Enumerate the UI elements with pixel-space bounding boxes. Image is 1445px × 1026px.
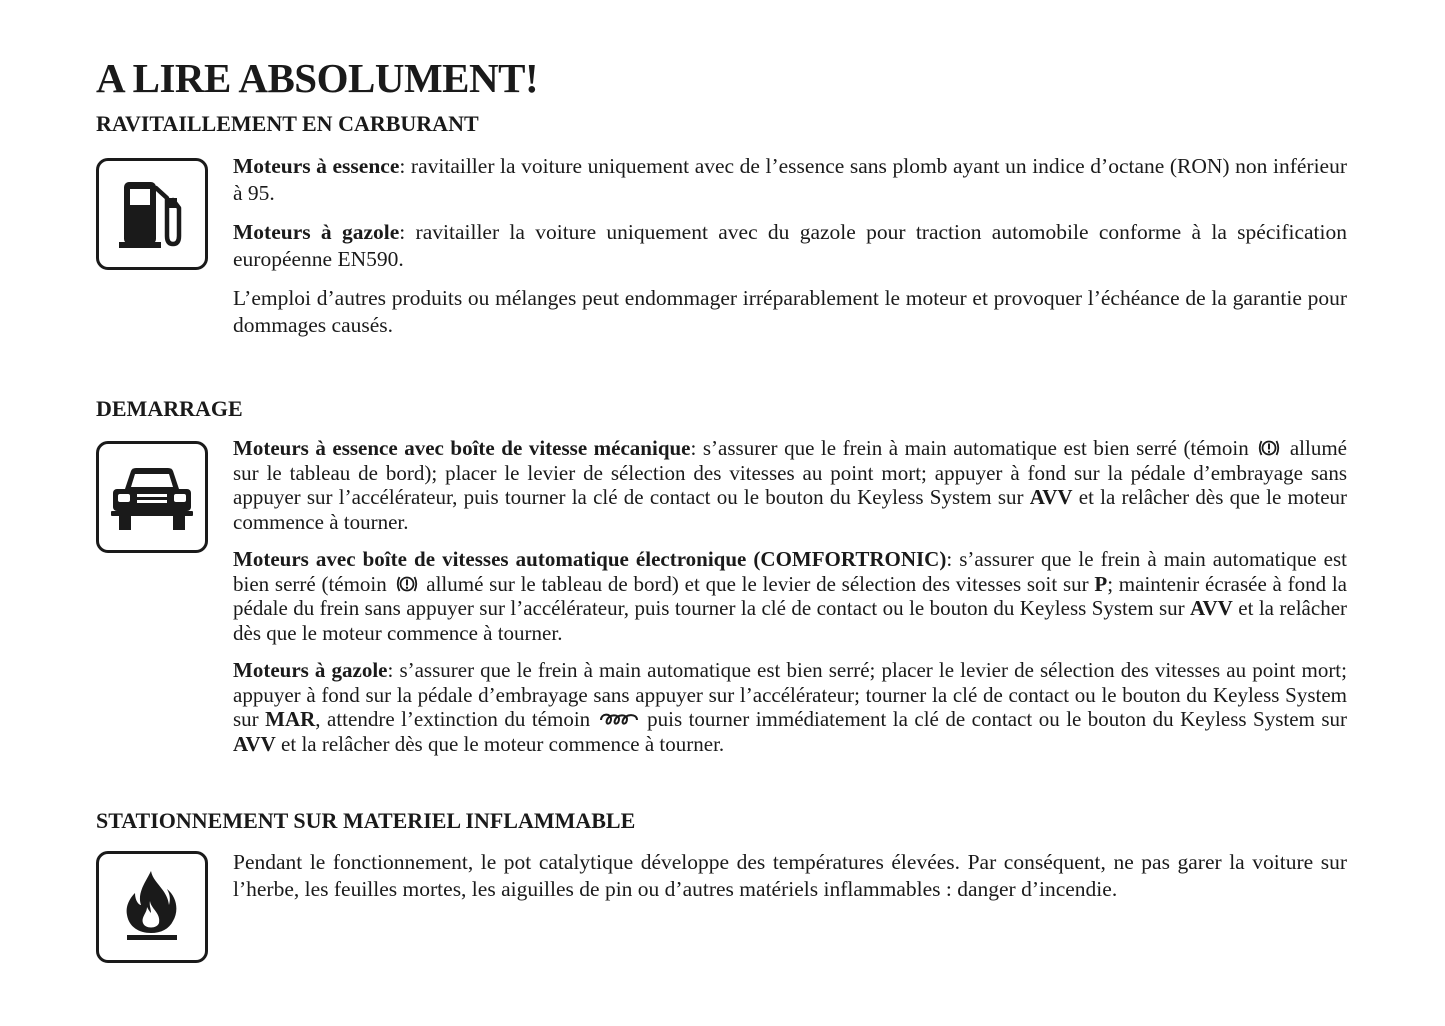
refueling-paragraph-warning — [233, 285, 1347, 338]
refueling-heading: RAVITAILLEMENT EN CARBURANT — [96, 111, 479, 136]
brake-warning-icon — [1257, 438, 1281, 458]
starting-paragraph-diesel: Moteurs à gazole: s’assurer que le frein à main automatique est bien serré; placer le levier de sélection des vitesses au point mort; appuyer à fond sur la pédale d’embrayage sans appuyer sur l’accélérateur; tourner la clé de contact ou le bouton du Keyless System sur MAR, attendre l’extinction du témoin puis tourner immédiatement la clé de contact ou le bouton du Keyless System sur AVV et la relâcher dès que le moteur commence à tourner. — [233, 658, 1348, 756]
flame-icon-box — [96, 851, 208, 963]
diesel-engines-label: Moteurs à gazole — [233, 220, 400, 244]
starting-heading: DEMARRAGE — [96, 396, 243, 421]
refueling-text — [233, 153, 1347, 351]
starting-paragraph-manual: Moteurs à essence avec boîte de vitesse mécanique: s’assurer que le frein à main automatique est bien serré (témoin allumé sur le tableau de bord); placer le levier de sélection des vitesses au point mort; appuyer à fond sur la pédale d’embrayage sans appuyer sur l’accélérateur, puis tourner la clé de contact ou le bouton du Keyless System sur AVV et la relâcher dès que le moteur commence à tourner. — [233, 436, 1348, 534]
page-title: A LIRE ABSOLUMENT! — [96, 55, 539, 101]
refueling-paragraph-petrol — [233, 153, 1347, 206]
manual-gearbox-label: Moteurs à essence avec boîte de vitesse mécanique — [233, 436, 691, 460]
starting-paragraph-automatic: Moteurs avec boîte de vitesses automatique électronique (COMFORTRONIC): s’assurer que le frein à main automatique est bien serré (témoin allumé sur le tableau de bord) et que le levier de sélection des vitesses soit sur P; maintenir écrasée à fond la pédale du frein sans appuyer sur l’accélérateur, puis tourner la clé de contact ou le bouton du Keyless System sur AVV et la relâcher dès que le moteur commence à tourner. — [233, 547, 1348, 645]
parking-heading: STATIONNEMENT SUR MATERIEL INFLAMMABLE — [96, 808, 636, 833]
diesel-start-label: Moteurs à gazole — [233, 658, 388, 682]
flame-icon — [117, 867, 187, 947]
parking-text — [233, 849, 1347, 902]
petrol-engines-text: : ravitailler la voiture uniquement avec de l’essence sans plomb ayant un indice d’octane (RON) non inférieur à 95. — [233, 154, 1347, 205]
fuel-warning-text: L’emploi d’autres produits ou mélanges peut endommager irréparablement le moteur et provoquer l’échéance de la garantie pour dommages causés. — [233, 286, 1347, 337]
glow-plug-icon — [599, 711, 639, 729]
car-icon-box — [96, 441, 208, 553]
brake-warning-icon — [395, 574, 419, 594]
petrol-engines-label: Moteurs à essence — [233, 154, 400, 178]
fuel-pump-icon-box — [96, 158, 208, 270]
fuel-pump-icon — [112, 174, 192, 254]
car-front-icon — [109, 461, 195, 533]
automatic-gearbox-label: Moteurs avec boîte de vitesses automatique électronique (COMFORTRONIC) — [233, 547, 947, 571]
diesel-engines-text: : ravitailler la voiture uniquement avec du gazole pour traction automobile conforme à la spécification européenne EN590. — [233, 220, 1347, 271]
refueling-paragraph-diesel — [233, 219, 1347, 272]
starting-text — [233, 436, 1347, 769]
parking-paragraph: Pendant le fonctionnement, le pot catalytique développe des températures élevées. Par conséquent, ne pas garer la voiture sur l’herbe, les feuilles mortes, les aiguilles de pin ou d’autres matériels inflammables : danger d’incendie. — [233, 850, 1347, 901]
